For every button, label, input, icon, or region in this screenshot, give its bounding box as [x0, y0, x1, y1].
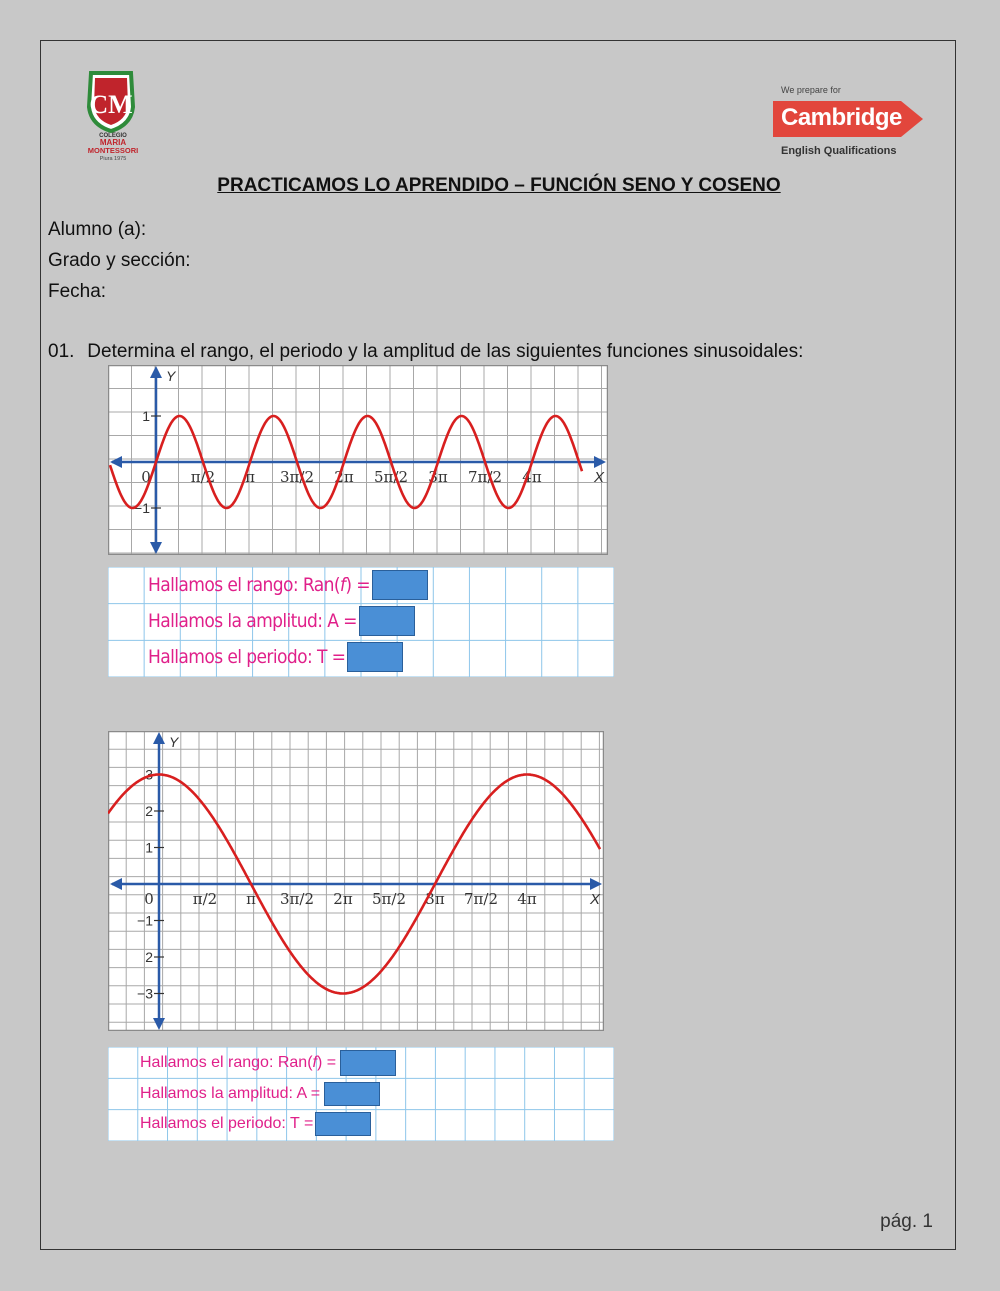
x-tick-label: π	[245, 468, 255, 486]
range-answer-box-1[interactable]	[372, 570, 428, 600]
range-f: f	[312, 1054, 317, 1071]
worksheet-page	[40, 40, 956, 1250]
logo-letters: CM	[89, 90, 133, 119]
y-tick-label: −1	[137, 912, 153, 929]
axis-arrow-down-icon	[153, 1018, 165, 1030]
range-label: Hallamos el rango: Ran(	[140, 1054, 313, 1071]
question-text: Determina el rango, el periodo y la amplitud de las siguientes funciones sinusoidales:	[87, 341, 804, 362]
x-tick-label: π	[246, 890, 256, 908]
x-tick-label: 0	[144, 890, 154, 908]
range-row-1	[148, 567, 428, 603]
x-tick-label: 4π	[522, 468, 542, 486]
x-tick-label: 3π/2	[280, 890, 314, 908]
range-f: f	[339, 574, 346, 596]
amplitude-label: Hallamos la amplitud: A =	[148, 610, 357, 632]
cambridge-bottom-text: English Qualifications	[781, 145, 897, 157]
student-name-field[interactable]: Alumno (a):	[48, 219, 147, 240]
axis-arrow-down-icon	[150, 542, 162, 554]
answers-1	[108, 567, 614, 677]
period-row-2	[140, 1109, 371, 1139]
amplitude-row-1	[148, 603, 415, 639]
x-tick-label: 7π/2	[468, 468, 502, 486]
amplitude-answer-box-1[interactable]	[359, 606, 415, 636]
cambridge-logo	[773, 85, 933, 163]
amplitude-label: Hallamos la amplitud: A =	[140, 1085, 321, 1102]
x-axis-label: X	[594, 469, 605, 486]
x-tick-label: 7π/2	[464, 890, 498, 908]
x-tick-label: 2π	[333, 890, 353, 908]
x-tick-label: 3π	[428, 468, 448, 486]
question-1	[48, 341, 803, 363]
range-end: ) =	[316, 1054, 337, 1071]
x-tick-label: 3π	[425, 890, 445, 908]
range-label: Hallamos el rango: Ran(	[148, 574, 340, 596]
axis-arrow-right-icon	[594, 456, 606, 468]
sine-graph	[108, 365, 608, 555]
y-tick-label: 1	[142, 408, 150, 424]
school-logo	[67, 67, 171, 169]
x-tick-label: 4π	[517, 890, 537, 908]
y-tick-label: 2	[145, 949, 153, 965]
page-title: PRACTICAMOS LO APRENDIDO – FUNCIÓN SENO Y COSENO	[217, 175, 781, 196]
grade-section-field[interactable]: Grado y sección:	[48, 250, 191, 271]
x-tick-label: π/2	[192, 890, 218, 908]
question-number: 01.	[48, 341, 75, 362]
y-tick-label: −3	[137, 985, 153, 1002]
logo-line-3: MONTESSORI	[87, 146, 139, 155]
axis-arrow-left-icon	[110, 878, 122, 890]
y-tick-label: 1	[145, 839, 153, 856]
axis-arrow-right-icon	[590, 878, 602, 890]
amplitude-answer-box-2[interactable]	[324, 1082, 380, 1106]
date-field[interactable]: Fecha:	[48, 281, 107, 302]
x-tick-label: 3π/2	[280, 468, 314, 486]
logo-line-4: Piura 1975	[99, 156, 127, 162]
y-axis-label: Y	[166, 368, 176, 384]
period-answer-box-2[interactable]	[315, 1112, 371, 1136]
axis-arrow-left-icon	[110, 456, 122, 468]
y-tick-label: −1	[134, 500, 150, 516]
x-tick-label: 5π/2	[372, 890, 406, 908]
range-answer-box-2[interactable]	[340, 1050, 396, 1076]
range-row-2	[140, 1047, 396, 1079]
y-tick-label: 3	[145, 766, 153, 783]
cosine-graph	[108, 731, 604, 1031]
x-tick-label: π/2	[190, 468, 216, 486]
period-answer-box-1[interactable]	[347, 642, 403, 672]
x-tick-label: 5π/2	[374, 468, 408, 486]
amplitude-row-2	[140, 1079, 380, 1109]
y-axis-label: Y	[169, 734, 179, 750]
page-number: pág. 1	[880, 1211, 933, 1232]
axis-arrow-up-icon	[150, 366, 162, 378]
answers-2	[108, 1047, 614, 1141]
period-row-1	[148, 639, 403, 675]
range-end: ) =	[345, 574, 370, 596]
period-label: Hallamos el periodo: T =	[140, 1115, 314, 1132]
cambridge-word: Cambridge	[781, 104, 902, 131]
x-tick-label: 0	[141, 468, 151, 486]
cambridge-top-text: We prepare for	[781, 85, 841, 95]
axis-arrow-up-icon	[153, 732, 165, 744]
y-tick-label: 2	[145, 803, 153, 819]
x-tick-label: 2π	[334, 468, 354, 486]
logo-line-1: COLEGIO	[99, 133, 127, 139]
logo-line-2: MARIA	[99, 138, 127, 147]
x-axis-label: X	[590, 891, 601, 908]
period-label: Hallamos el periodo: T =	[148, 646, 346, 668]
